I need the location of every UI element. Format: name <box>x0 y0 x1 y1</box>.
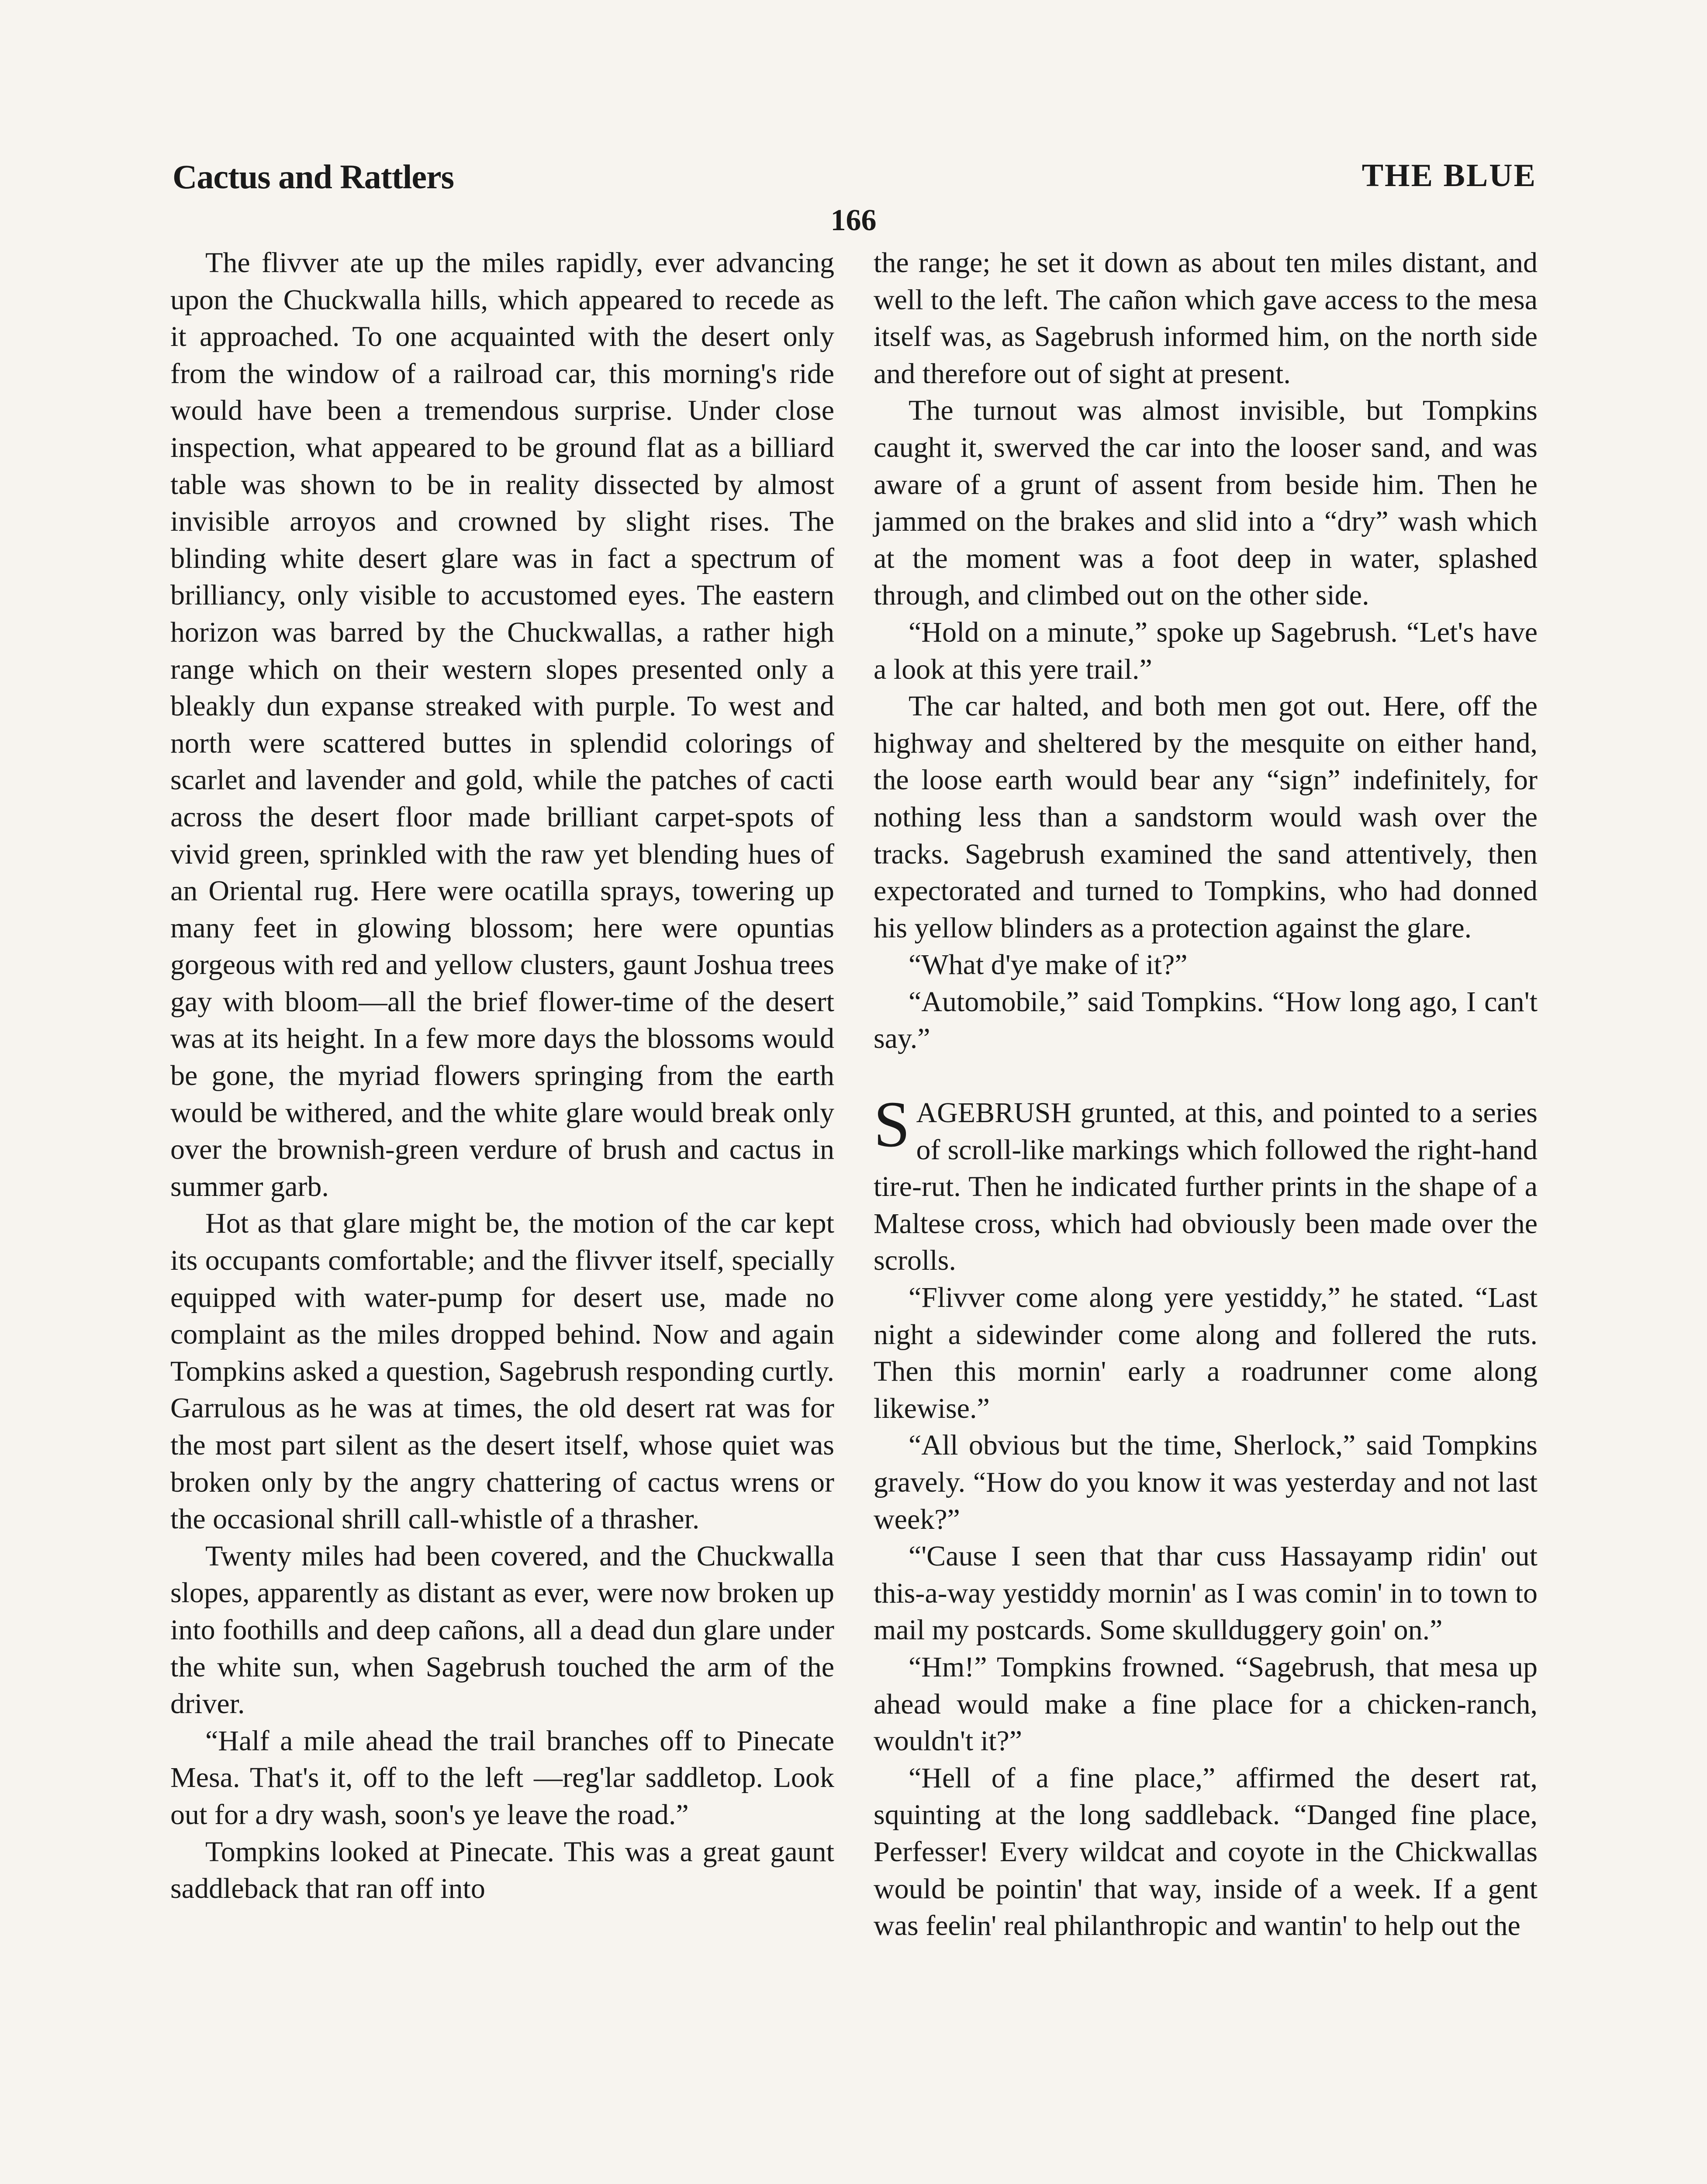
paragraph: “Half a mile ahead the trail branches off to Pinecate Mesa. That's it, off to the left —reg'lar saddletop. Look out for a dry wash, soon's ye leave the road.” <box>170 1724 834 1831</box>
paragraph: The car halted, and both men got out. Here, off the highway and sheltered by the mesquite on either hand, the loose earth would bear any “sign” indefinitely, for nothing less than a sandstorm would wash over the tracks. Sagebrush examined the sand attentively, then expectorated and turned to Tompkins, who had donned his yellow blinders as a protection against the glare. <box>874 690 1538 944</box>
section-break <box>874 1057 1538 1095</box>
paragraph: “Hm!” Tompkins frowned. “Sagebrush, that mesa up ahead would make a fine place for a chicken-ranch, wouldn't it?” <box>874 1651 1538 1757</box>
paragraph: Tompkins looked at Pinecate. This was a great gaunt saddleback that ran off into <box>170 1835 834 1905</box>
page-number: 166 <box>830 204 877 237</box>
paragraph-continuation: the range; he set it down as about ten miles distant, and well to the left. The cañon which gave access to the mesa itself was, as Sagebrush informed him, on the north side and therefore out of sight at present. <box>874 247 1538 390</box>
dropcap-paragraph <box>874 1088 1538 1279</box>
dropcap-text: AGEBRUSH grunted, at this, and pointed to a series of scroll-like markings which followed the right-hand tire-rut. Then he indicated further prints in the shape of a Maltese cross, which had obviously been made over the scrolls. <box>874 1097 1538 1277</box>
paragraph: “'Cause I seen that thar cuss Hassayamp ridin' out this-a-way yestiddy mornin' as I was comin' in to town to mail my postcards. Some skullduggery goin' on.” <box>874 1540 1538 1646</box>
paragraph: “Hell of a fine place,” affirmed the desert rat, squinting at the long saddleback. “Danged fine place, Perfesser! Every wildcat and coyote in the Chickwallas would be pointin' that way, inside of a week. If a gent was feelin' real philanthropic and wantin' to help out the <box>874 1762 1538 1942</box>
right-column <box>874 245 1538 1945</box>
paragraph: “What d'ye make of it?” <box>909 949 1188 981</box>
story-title: Cactus and Rattlers <box>173 158 454 196</box>
running-head <box>173 157 1537 205</box>
paragraph: Hot as that glare might be, the motion of the car kept its occupants comfortable; and the flivver itself, specially equipped with water-pump for desert use, made no complaint as the miles dropped behind. Now and again Tompkins asked a question, Sagebrush responding curtly. Garrulous as he was at times, the old desert rat was for the most part silent as the desert itself, whose quiet was broken only by the angry chattering of cactus wrens or the occasional shrill call-whistle of a thrasher. <box>170 1207 834 1535</box>
paragraph: “Flivver come along yere yestiddy,” he stated. “Last night a sidewinder come along and follered the ruts. Then this mornin' early a roadrunner come along likewise.” <box>874 1282 1538 1424</box>
paragraph: Twenty miles had been covered, and the Chuckwalla slopes, apparently as distant as ever, were now broken up into foothills and deep cañons, all a dead dun glare under the white sun, when Sagebrush touched the arm of the driver. <box>170 1540 834 1720</box>
drop-cap: S <box>874 1088 910 1161</box>
magazine-title: THE BLUE <box>1361 158 1537 194</box>
paragraph: The flivver ate up the miles rapidly, ever advancing upon the Chuckwalla hills, which appeared to recede as it approached. To one acquainted with the desert only from the window of a railroad car, this morning's ride would have been a tremendous surprise. Under close inspection, what appeared to be ground flat as a billiard table was shown to be in reality dissected by almost invisible arroyos and crowned by slight rises. The blinding white desert glare was in fact a spectrum of brilliancy, only visible to accustomed eyes. The eastern horizon was barred by the Chuckwallas, a rather high range which on their western slopes presented only a bleakly dun expanse streaked with purple. To west and north were scattered buttes in splendid colorings of scarlet and lavender and gold, while the patches of cacti across the desert floor made brilliant carpet-spots of vivid green, sprinkled with the raw yet blending hues of an Oriental rug. Here were ocatilla sprays, towering up many feet in glowing blossom; here were opuntias gorgeous with red and yellow clusters, gaunt Joshua trees gay with bloom—all the brief flower-time of the desert was at its height. In a few more days the blossoms would be gone, the myriad flowers springing from the earth would be withered, and the white glare would break only over the brownish-green verdure of brush and cactus in summer garb. <box>170 247 834 1203</box>
paragraph: “All obvious but the time, Sherlock,” said Tompkins gravely. “How do you know it was yesterday and not last week?” <box>874 1429 1538 1535</box>
left-column <box>170 245 834 1908</box>
paragraph: “Automobile,” said Tompkins. “How long ago, I can't say.” <box>874 985 1538 1055</box>
paragraph: “Hold on a minute,” spoke up Sagebrush. “Let's have a look at this yere trail.” <box>874 616 1538 685</box>
paragraph: The turnout was almost invisible, but Tompkins caught it, swerved the car into the looser sand, and was aware of a grunt of assent from beside him. Then he jammed on the brakes and slid into a “dry” wash which at the moment was a foot deep in water, splashed through, and climbed out on the other side. <box>874 394 1538 612</box>
